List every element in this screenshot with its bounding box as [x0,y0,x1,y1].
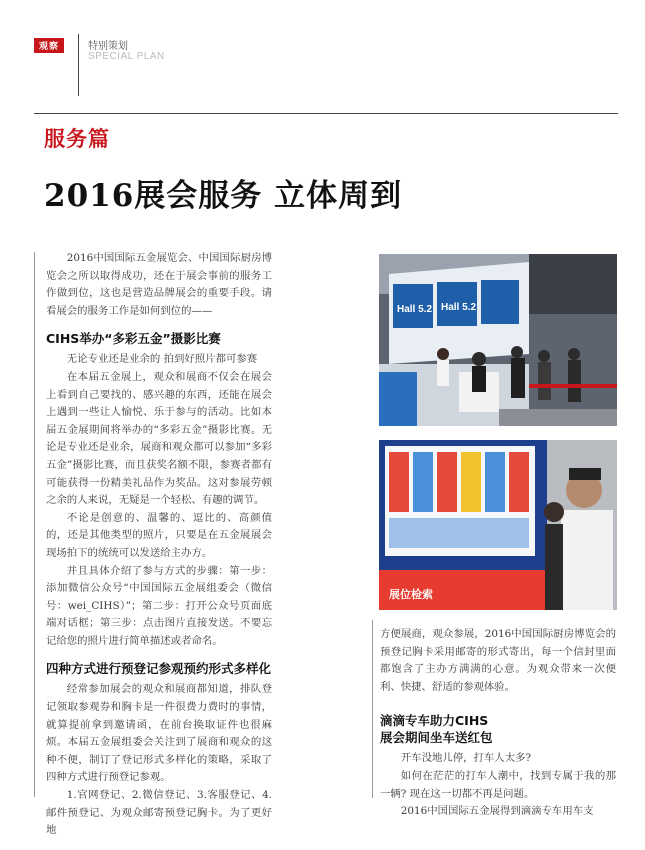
paragraph: 开车没地儿停，打车人太多? [400,752,532,765]
heading-didi-line1: 滴滴专车助力CIHS [380,713,489,729]
right-column-rule [372,620,373,798]
photo-registration-hall [379,254,617,426]
section-label-en: SPECIAL PLAN [88,51,165,62]
page-title: 2016展会服务 立体周到 [44,178,403,214]
paragraph-continued: 方便展商，观众参展，2016中国国际厨房博览会的预登记胸卡采用邮寄的形式寄出，每一个信封里面都饱含了主办方满满的心意。为观众带来一次便利、快捷、舒适的参观体验。 [380,628,616,693]
left-column-rule [34,252,35,797]
paragraph: 不论是创意的、温馨的、逗比的、高颜值的，还是其他类型的照片，只要是在五金展展会现场拍下的统统可以发送给主办方。 [46,511,272,559]
section-label-cn: 特别策划 [88,41,128,52]
hall-sign-b: Hall 5.2 [441,302,477,313]
right-column [380,626,616,821]
paragraph: 在本届五金展上，观众和展商不仅会在展会上看到自己要找的、感兴趣的东西，还能在展会上遇到一些让人愉悦、乐于参与的活动。比如本届五金展期间将举办的“多彩五金”摄影比赛。无论是专业还是业余，展商和观众都可以参加“多彩五金”摄影比赛，而且获奖名额不限，参赛者都有可能获得一份精美礼品作为奖品。这对参展劳顿之余的人来说，无疑是一个轻松、有趣的调节。 [46,370,272,507]
photo-booth-locator [379,440,617,610]
heading-preregistration: 四种方式进行预登记参观预约形式多样化 [46,661,272,677]
hall-sign-a: Hall 5.2 [397,304,433,315]
left-column [46,250,272,840]
heading-didi-line2: 展会期间坐车送红包 [380,730,493,746]
intro-paragraph: 2016中国国际五金展览会、中国国际厨房博览会之所以取得成功，还在于展会事前的服务工作做到位，这也是营造品牌展会的重要手段。请看展会的服务工作是如何到位的—— [46,252,272,317]
paragraph: 如何在茫茫的打车人潮中，找到专属于我的那一辆? 现在这一切都不再是问题。 [380,769,616,800]
header-divider [78,34,79,96]
paragraph: 经常参加展会的观众和展商都知道，排队登记领取参观券和胸卡是一件很费力费时的事情，就算提前拿到邀请函，在前台换取证件也很麻烦。本届五金展组委会关注到了展商和观众的这种不便，制订了登记形式多样化的策略，采取了四种方式进行预登记参观。 [46,683,272,784]
column-tag: 观察 [34,38,64,53]
section-title: 服务篇 [44,127,110,151]
booth-locator-sign: 展位检索 [389,588,433,601]
paragraph: 并且具体介绍了参与方式的步骤：第一步：添加微信公众号“中国国际五金展组委会（微信号：wei_CIHS）”；第二步：打开公众号页面底端对话框；第三步：点击图片直接发送。不要忘记给您的照片进行简单描述或者命名。 [46,564,272,647]
subheading-photo-contest: 无论专业还是业余的 拍到好照片都可参赛 [66,353,258,366]
heading-photo-contest: CIHS举办“多彩五金”摄影比赛 [46,331,221,347]
paragraph: 1.官网登记、2.微信登记、3.客服登记、4.邮件预登记、为观众邮寄预登记胸卡。为了更好地 [46,789,272,837]
top-rule [34,113,618,114]
paragraph: 2016中国国际五金展得到滴滴专车用车支 [400,805,594,818]
